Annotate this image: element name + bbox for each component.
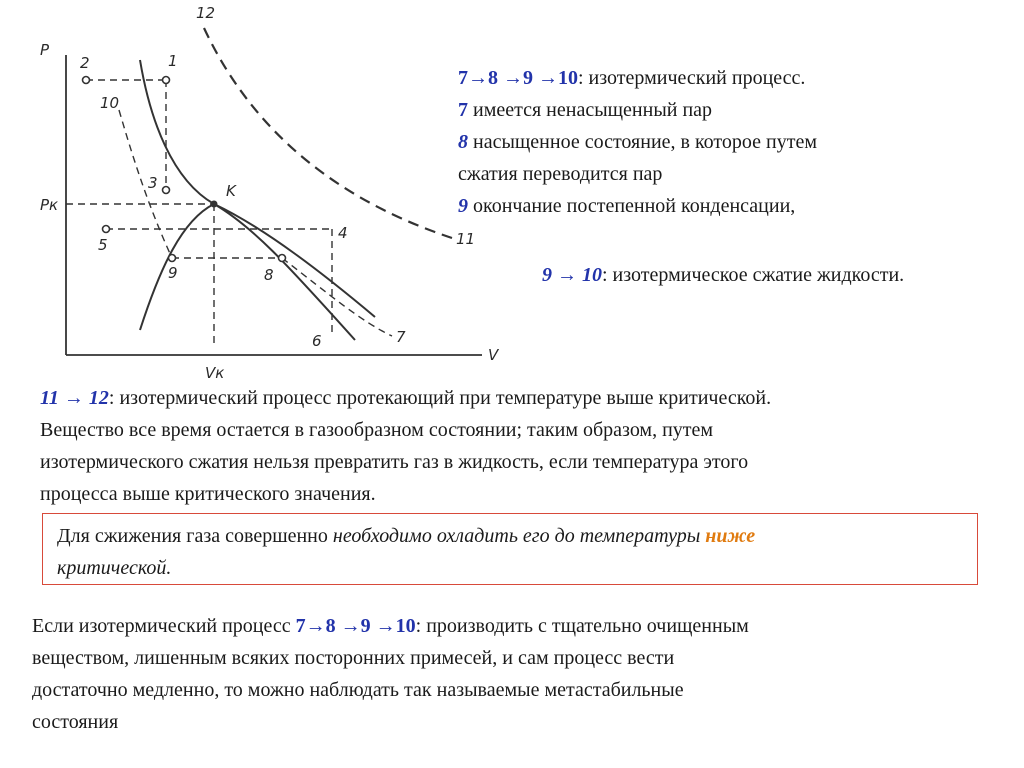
label-5: 5 <box>98 236 108 254</box>
pv-diagram <box>0 0 520 400</box>
paragraph-metastable: Если изотермический процесс 7→8 →9 →10: производить с тщательно очищенным веществом, лишенным всяких посторонних примесей, и сам процесс вести достаточно медленно, то можно наблюдать так называемые метастабильные состояния <box>32 615 749 733</box>
label-8: 8 <box>264 266 274 284</box>
label-11: 11 <box>456 230 476 248</box>
point-1 <box>163 77 170 84</box>
label-6: 6 <box>312 332 322 350</box>
label-p: P <box>40 41 50 59</box>
point-8 <box>279 255 286 262</box>
highlight-box: Для сжижения газа совершенно необходимо охладить его до температуры ниже критической. <box>42 513 978 585</box>
label-1: 1 <box>168 52 178 70</box>
label-3: 3 <box>148 174 158 192</box>
liquid-compression-note: 9 → 10: изотермическое сжатие жидкости. <box>542 264 905 286</box>
point-2 <box>83 77 90 84</box>
line-1: 7 имеется ненасыщенный пар <box>458 99 713 121</box>
line-4: 9 окончание постепенной конденсации, <box>458 195 796 217</box>
label-vk: Vк <box>205 364 225 382</box>
process-description <box>458 62 1018 222</box>
line-10-9 <box>119 110 172 258</box>
line-3: сжатия переводится пар <box>458 163 663 185</box>
point-k <box>211 201 218 208</box>
label-12: 12 <box>196 4 216 22</box>
point-3 <box>163 187 170 194</box>
label-k: K <box>226 182 236 200</box>
label-10: 10 <box>100 94 120 112</box>
label-2: 2 <box>80 54 90 72</box>
label-pk: Pк <box>40 196 59 214</box>
label-9: 9 <box>168 264 178 282</box>
label-v: V <box>488 346 499 364</box>
curve-7-8-metastable <box>282 258 392 336</box>
isotherm-critical <box>140 60 355 340</box>
point-5 <box>103 226 110 233</box>
label-4: 4 <box>338 224 348 242</box>
paragraph-supercritical: 11 → 12: изотермический процесс протекающий при температуре выше критической. Вещество все время остается в газообразном состоянии; таким образом, путем изотермического сжатия нельзя превратить газ в жидкость, если температура этого процесса выше критического значения. <box>40 387 772 505</box>
label-7: 7 <box>396 328 406 346</box>
line-0: 7→8 →9 →10: изотермический процесс. <box>458 67 806 89</box>
line-2: 8 насыщенное состояние, в которое путем <box>458 131 817 153</box>
curve-11-12 <box>204 28 452 238</box>
point-9 <box>169 255 176 262</box>
